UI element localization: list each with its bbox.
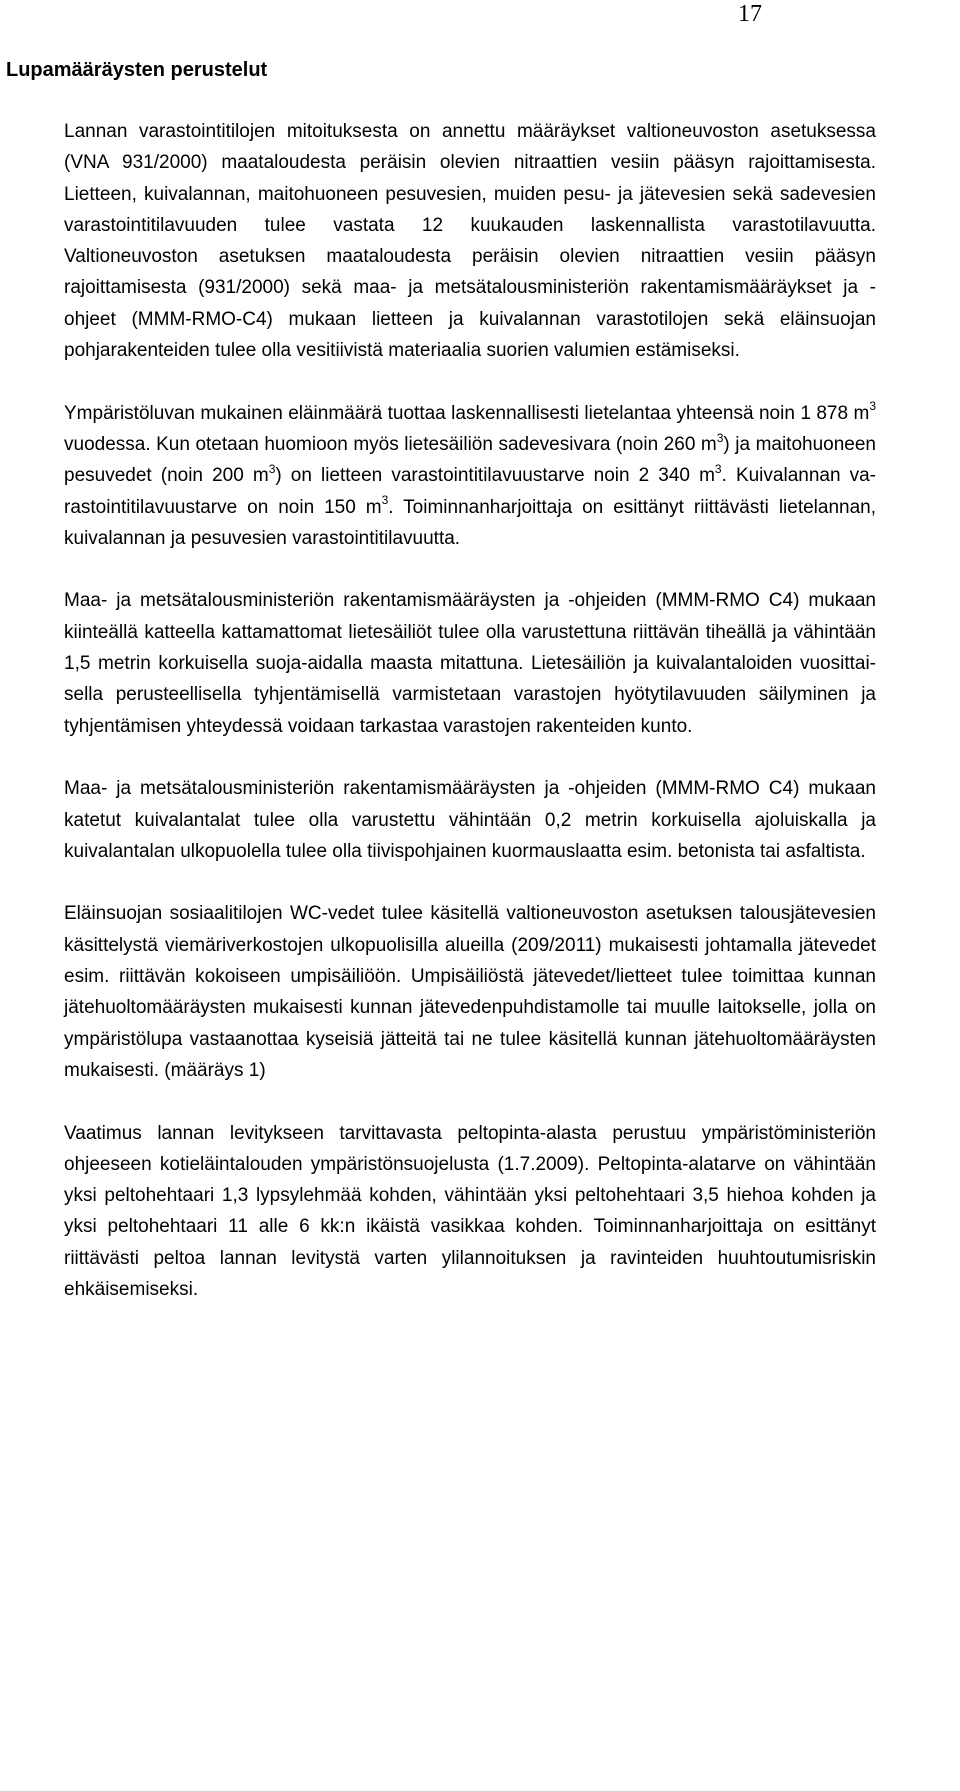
superscript: 3 [716, 430, 724, 445]
superscript: 3 [381, 493, 389, 508]
paragraph-text: Vaatimus lannan levitykseen tarvittavasta peltopinta-alasta perustuu ympäristöministeriön ohjeeseen kotieläintalouden ympäristönsuojelusta (1.7.2009). Peltopinta-alatarve on vähintään yksi peltohehtaari 1,3 lypsylehmää kohden, vähintään yksi peltohehtaari 3,5 hiehoa kohden ja yksi peltohehtaari 11 alle 6 kk:n ikäistä vasikkaa kohden. Toiminnanharjoittaja on esittänyt riittävästi peltoa lannan levitystä varten ylilannoituksen ja ravinteiden huuhtoutumisriskin ehkäisemiseksi. [64, 1122, 876, 1300]
paragraph-manure-ramp [64, 773, 876, 867]
page-number: 17 [738, 1, 762, 27]
section-heading: Lupamääräysten perustelut [6, 59, 268, 81]
paragraph-text: vuodessa. Kun otetaan huomioon myös lietesäiliön sadevesivara (noin 260 m [64, 433, 717, 455]
paragraph-text: . Toiminnanharjoittaja on esittänyt riittävästi lietelannan, kuivalannan ja pesuvesien varastointitilavuutta. [64, 496, 877, 549]
paragraph-text: . Kuivalannan varastointitilavuustarve on noin 150 m [64, 465, 876, 518]
paragraph-text: Ympäristöluvan mukainen eläinmäärä tuottaa laskennallisesti lietelantaa yhteensä noin 1 878 m [64, 402, 870, 424]
paragraph-text: Lannan varastointitilojen mitoituksesta on annettu määräykset valtioneuvoston asetuksessa (VNA 931/2000) maataloudesta peräisin olevien nitraattien vesiin pääsyn rajoittamisesta. Lietteen, kuivalannan, maitohuoneen pesuvesien, muiden pesu- ja jätevesien sekä sadevesien varastointitilavuuden tulee vastata 12 kuukauden laskennallista varastotilavuutta. Valtioneuvoston asetuksen maataloudesta peräisin olevien nitraattien vesiin pääsyn rajoittamisesta (931/2000) sekä maa- ja metsätalousministeriön rakentamismääräykset ja - ohjeet (MMM-RMO-C4) mukaan lietteen ja kuivalannan varastotilojen sekä eläinsuojan pohjarakenteiden tulee olla vesitiivistä materiaalia suorien valumien estämiseksi. [64, 121, 876, 362]
paragraph-storage-regulations [64, 116, 876, 366]
superscript: 3 [268, 461, 276, 476]
superscript: 3 [714, 461, 722, 476]
superscript: 3 [869, 399, 876, 414]
paragraph-wastewater [64, 898, 876, 1086]
paragraph-storage-volume [64, 398, 876, 554]
paragraph-field-area [64, 1118, 876, 1306]
paragraph-text: ) on lietteen varastointitilavuustarve noin 2 340 m [275, 465, 715, 487]
paragraph-text: Maa- ja metsätalousministeriön rakentamismääräysten ja -ohjeiden (MMM-RMO C4) mukaan kiinteällä katteella kattamattomat lietesäiliöt tulee olla varustettuna riittävän tiheällä ja vähintään 1,5 metrin korkuisella suoja-aidalla maasta mitattuna. Lietesäiliön ja kuivalantaloiden vuosittaisella perusteellisella tyhjentämisellä varmistetaan varastojen hyötytilavuuden säilyminen ja tyhjentämisen yhteydessä voidaan tarkastaa varastojen rakenteiden kunto. [64, 590, 876, 737]
paragraph-text: Eläinsuojan sosiaalitilojen WC-vedet tulee käsitellä valtioneuvoston asetuksen talousjätevesien käsittelystä viemäriverkostojen ulkopuolisilla alueilla (209/2011) mukaisesti johtamalla jätevedet esim. riittävän kokoiseen umpisäiliöön. Umpisäiliöstä jätevedet/lietteet tulee toimittaa kunnan jätehuoltomääräysten mukaisesti kunnan jätevedenpuhdistamolle tai muulle laitokselle, jolla on ympäristölupa vastaanottaa kyseisiä jätteitä tai ne tulee käsitellä kunnan jätehuoltomääräysten mukaisesti. (määräys 1) [64, 903, 876, 1081]
paragraph-slurry-tank-fence [64, 585, 876, 741]
paragraph-text: ) ja maitohuoneen pesuvedet (noin 200 m [64, 433, 876, 487]
document-body [64, 116, 876, 1305]
paragraph-text: Maa- ja metsätalousministeriön rakentamismääräysten ja -ohjeiden (MMM-RMO C4) mukaan katetut kuivalantalat tulee olla varustettu vähintään 0,2 metrin korkuisella ajoluiskalla ja kuivalantalan ulkopuolella tulee olla tiivispohjainen kuormauslaatta esim. betonista tai asfaltista. [64, 778, 876, 862]
